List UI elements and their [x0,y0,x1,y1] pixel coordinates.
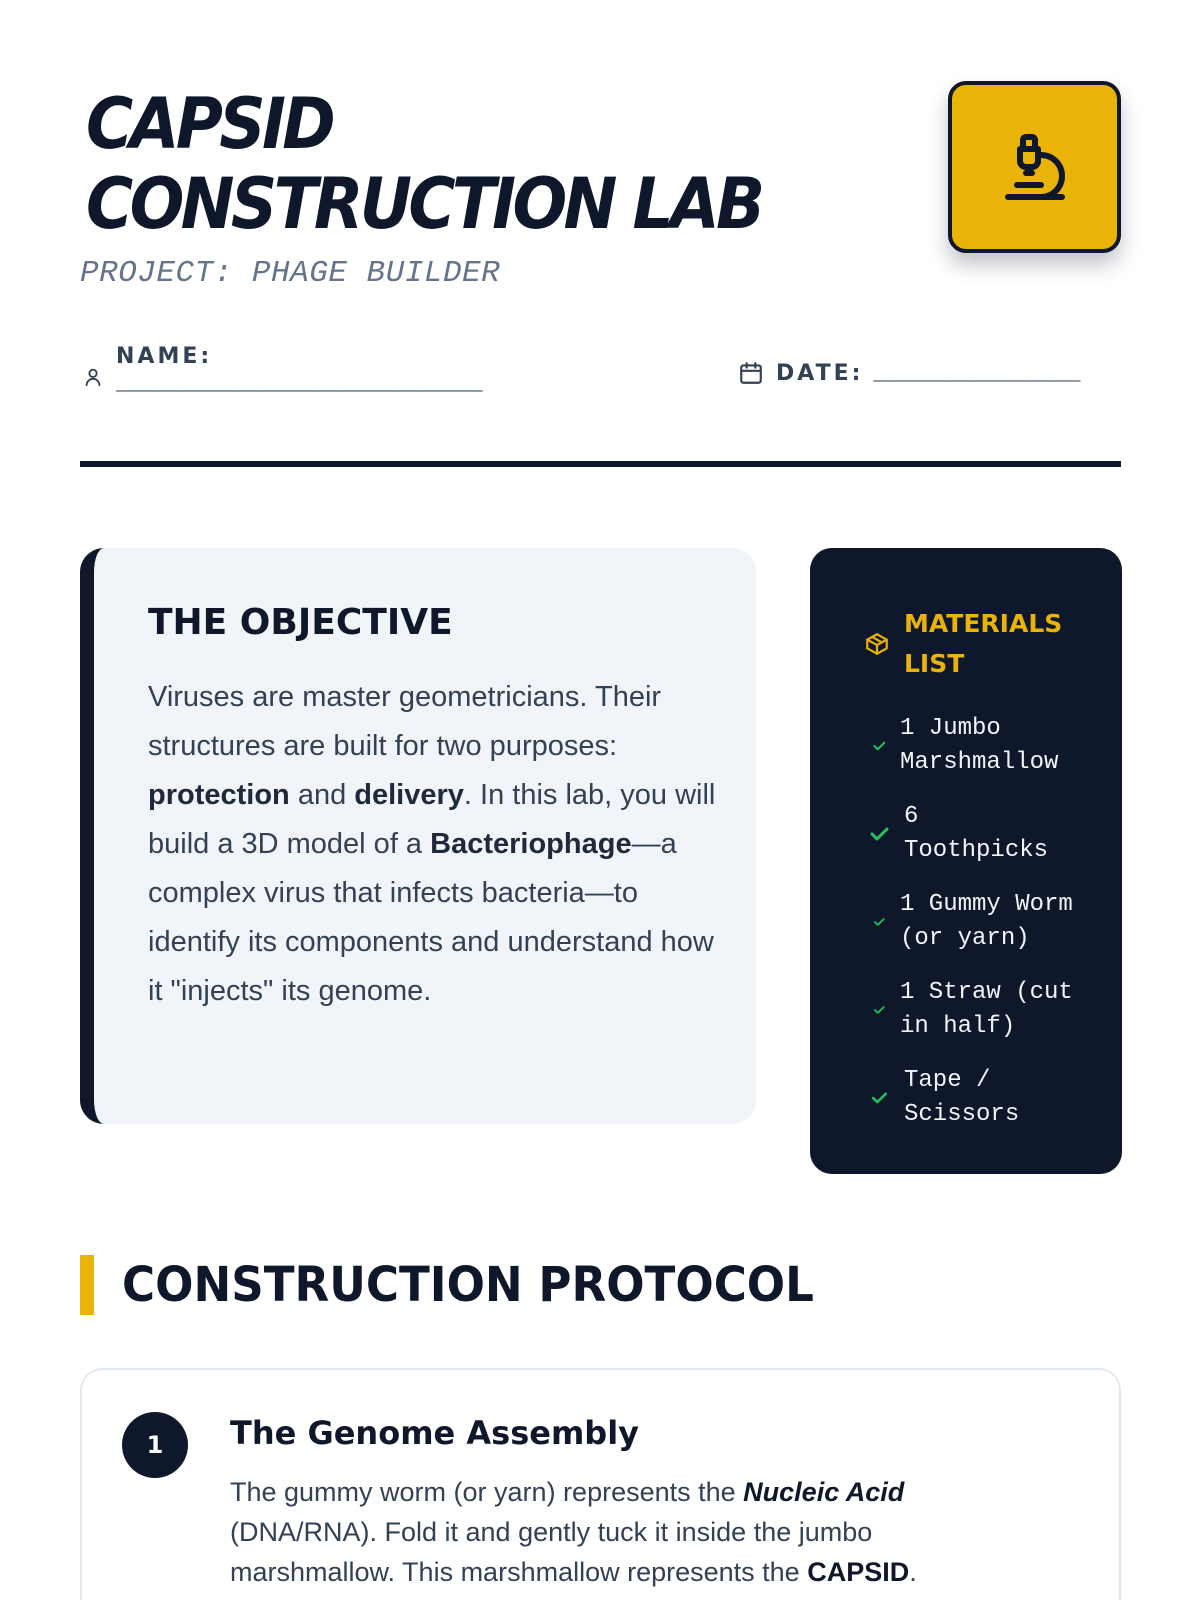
step-number-badge: 1 [122,1412,188,1478]
step-title: The Genome Assembly [230,1414,640,1452]
check-icon [867,822,891,846]
title-block [86,84,820,244]
protocol-header [80,1255,858,1315]
logo-badge [948,81,1121,253]
name-field[interactable] [82,344,481,396]
objective-panel [80,548,756,1124]
material-item [864,712,1092,780]
objective-heading: THE OBJECTIVE [148,602,453,643]
check-icon [872,915,886,929]
date-label: DATE: [776,360,864,386]
step-description: The gummy worm (or yarn) represents the Nucleic Acid (DNA/RNA). Fold it and gently tuck it inside the jumbo marshmallow. This marshmallow represents the CAPSID. [230,1477,917,1587]
material-label: 1 Gummy Worm (or yarn) [900,891,1073,952]
material-label: 6 Toothpicks [904,803,1049,864]
microscope-icon [999,129,1071,205]
check-icon [869,1088,889,1108]
material-label: Tape / Scissors [904,1067,1020,1128]
user-icon [82,366,104,388]
material-item [864,976,1092,1044]
page-title-line-1: CAPSID [86,83,333,165]
calendar-icon [738,360,764,386]
check-icon [871,738,887,754]
material-label: 1 Jumbo Marshmallow [900,715,1059,776]
material-item [864,800,1092,868]
materials-heading: MATERIALS LIST [904,609,1063,678]
material-item [864,888,1092,956]
objective-text: Viruses are master geometricians. Their structures are built for two purposes: protection and delivery. In this lab, you will build a 3D model of a Bacteriophage—a complex virus that infects bacteria—to identify its components and understand how it "injects" its genome. [148,681,716,1007]
name-label: NAME: [116,344,213,369]
name-blank-line[interactable]: ________________________________ [116,371,481,396]
date-field[interactable] [738,360,1079,386]
material-item [864,1064,1092,1132]
header-divider [80,461,1121,467]
page-title-line-2: CONSTRUCTION LAB [86,163,762,245]
accent-bar [80,1255,94,1315]
box-icon [864,631,890,657]
date-blank-line[interactable]: __________________ [873,360,1079,386]
material-label: 1 Straw (cut in half) [900,979,1073,1040]
check-icon [872,1003,886,1017]
project-subtitle: PROJECT: PHAGE BUILDER [80,256,501,291]
materials-panel [810,548,1122,1174]
step-card [80,1368,1121,1600]
protocol-heading: CONSTRUCTION PROTOCOL [122,1257,814,1313]
materials-header [864,604,1092,684]
